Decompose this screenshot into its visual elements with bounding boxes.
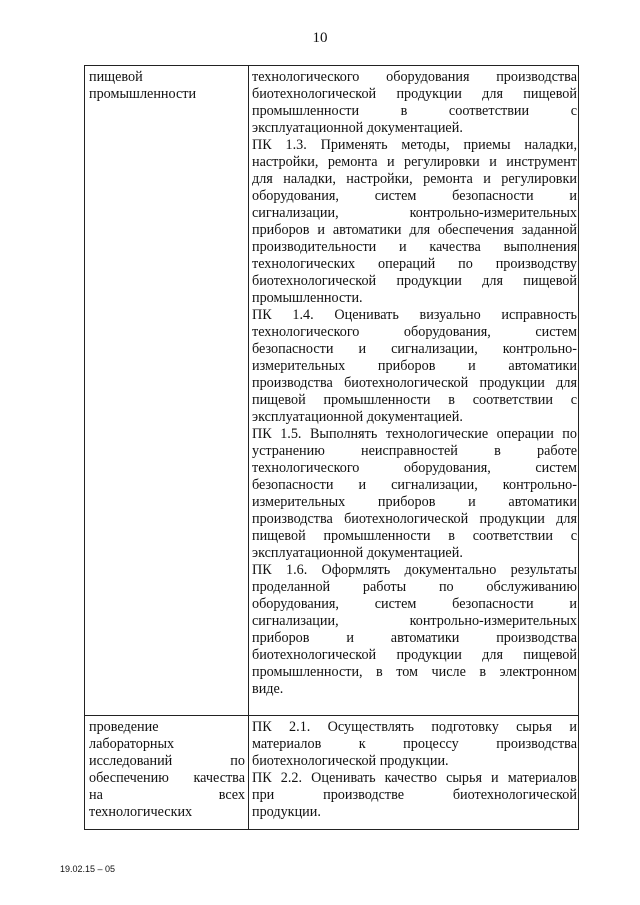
footer-document-code: 19.02.15 – 05 bbox=[60, 864, 116, 874]
text-line: технологического оборудования, систем bbox=[252, 324, 577, 340]
row1-activity-cell bbox=[89, 69, 245, 103]
text-line: производительности и качества выполнения bbox=[252, 239, 577, 255]
text-line: исследований по bbox=[89, 753, 245, 769]
text-line: эксплуатационной документацией. bbox=[252, 120, 463, 136]
text-line: приборов и автоматики для обеспечения заданной bbox=[252, 222, 577, 238]
text-line: промышленности в соответствии с bbox=[252, 103, 577, 119]
text-line: настройки, ремонта и регулировки и инструмент bbox=[252, 154, 577, 170]
text-line: производства биотехнологической продукции для bbox=[252, 375, 577, 391]
row1-competencies-cell bbox=[252, 69, 577, 698]
text-line: измерительных приборов и автоматики bbox=[252, 358, 577, 374]
text-line: эксплуатационной документацией. bbox=[252, 545, 463, 561]
text-line: технологического оборудования, систем bbox=[252, 460, 577, 476]
text-line: продукции. bbox=[252, 804, 321, 820]
text-line: безопасности и сигнализации, контрольно- bbox=[252, 341, 577, 357]
text-line: оборудования, систем безопасности и bbox=[252, 596, 577, 612]
text-line: безопасности и сигнализации, контрольно- bbox=[252, 477, 577, 493]
row-divider bbox=[85, 715, 578, 716]
text-line: лабораторных bbox=[89, 736, 175, 752]
competency-table bbox=[84, 65, 579, 830]
text-line: ПК 1.3. Применять методы, приемы наладки, bbox=[252, 137, 577, 153]
text-line: производства биотехнологической продукции для bbox=[252, 511, 577, 527]
text-line: при производстве биотехнологической bbox=[252, 787, 577, 803]
text-line: сигнализации, контрольно-измерительных bbox=[252, 205, 577, 221]
text-line: виде. bbox=[252, 681, 284, 697]
text-line: для наладки, настройки, ремонта и регулировки bbox=[252, 171, 577, 187]
text-line: устранению неисправностей в работе bbox=[252, 443, 577, 459]
text-line: технологических операций по производству bbox=[252, 256, 577, 272]
text-line: ПК 1.4. Оценивать визуально исправность bbox=[252, 307, 577, 323]
text-line: биотехнологической продукции. bbox=[252, 753, 449, 769]
text-line: приборов и автоматики производства bbox=[252, 630, 577, 646]
text-line: пищевой bbox=[89, 69, 143, 85]
text-line: материалов к процессу производства bbox=[252, 736, 577, 752]
row2-competencies-cell bbox=[252, 719, 577, 821]
text-line: промышленности, в том числе в электронном bbox=[252, 664, 577, 680]
text-line: оборудования, систем безопасности и bbox=[252, 188, 577, 204]
text-line: биотехнологической продукции для пищевой bbox=[252, 273, 577, 289]
text-line: ПК 1.6. Оформлять документально результаты bbox=[252, 562, 577, 578]
text-line: биотехнологической продукции для пищевой bbox=[252, 86, 577, 102]
text-line: технологического оборудования производства bbox=[252, 69, 577, 85]
text-line: ПК 2.2. Оценивать качество сырья и материалов bbox=[252, 770, 577, 786]
text-line: на всех bbox=[89, 787, 245, 803]
text-line: проделанной работы по обслуживанию bbox=[252, 579, 577, 595]
text-line: пищевой промышленности в соответствии с bbox=[252, 528, 577, 544]
text-line: сигнализации, контрольно-измерительных bbox=[252, 613, 577, 629]
text-line: проведение bbox=[89, 719, 159, 735]
text-line: технологических bbox=[89, 804, 193, 820]
text-line: промышленности bbox=[89, 86, 197, 102]
text-line: ПК 1.5. Выполнять технологические операции по bbox=[252, 426, 577, 442]
text-line: ПК 2.1. Осуществлять подготовку сырья и bbox=[252, 719, 577, 735]
text-line: эксплуатационной документацией. bbox=[252, 409, 463, 425]
text-line: обеспечению качества bbox=[89, 770, 245, 786]
text-line: промышленности. bbox=[252, 290, 363, 306]
page-number: 10 bbox=[312, 30, 328, 46]
row2-activity-cell bbox=[89, 719, 245, 821]
text-line: пищевой промышленности в соответствии с bbox=[252, 392, 577, 408]
text-line: измерительных приборов и автоматики bbox=[252, 494, 577, 510]
text-line: биотехнологической продукции для пищевой bbox=[252, 647, 577, 663]
